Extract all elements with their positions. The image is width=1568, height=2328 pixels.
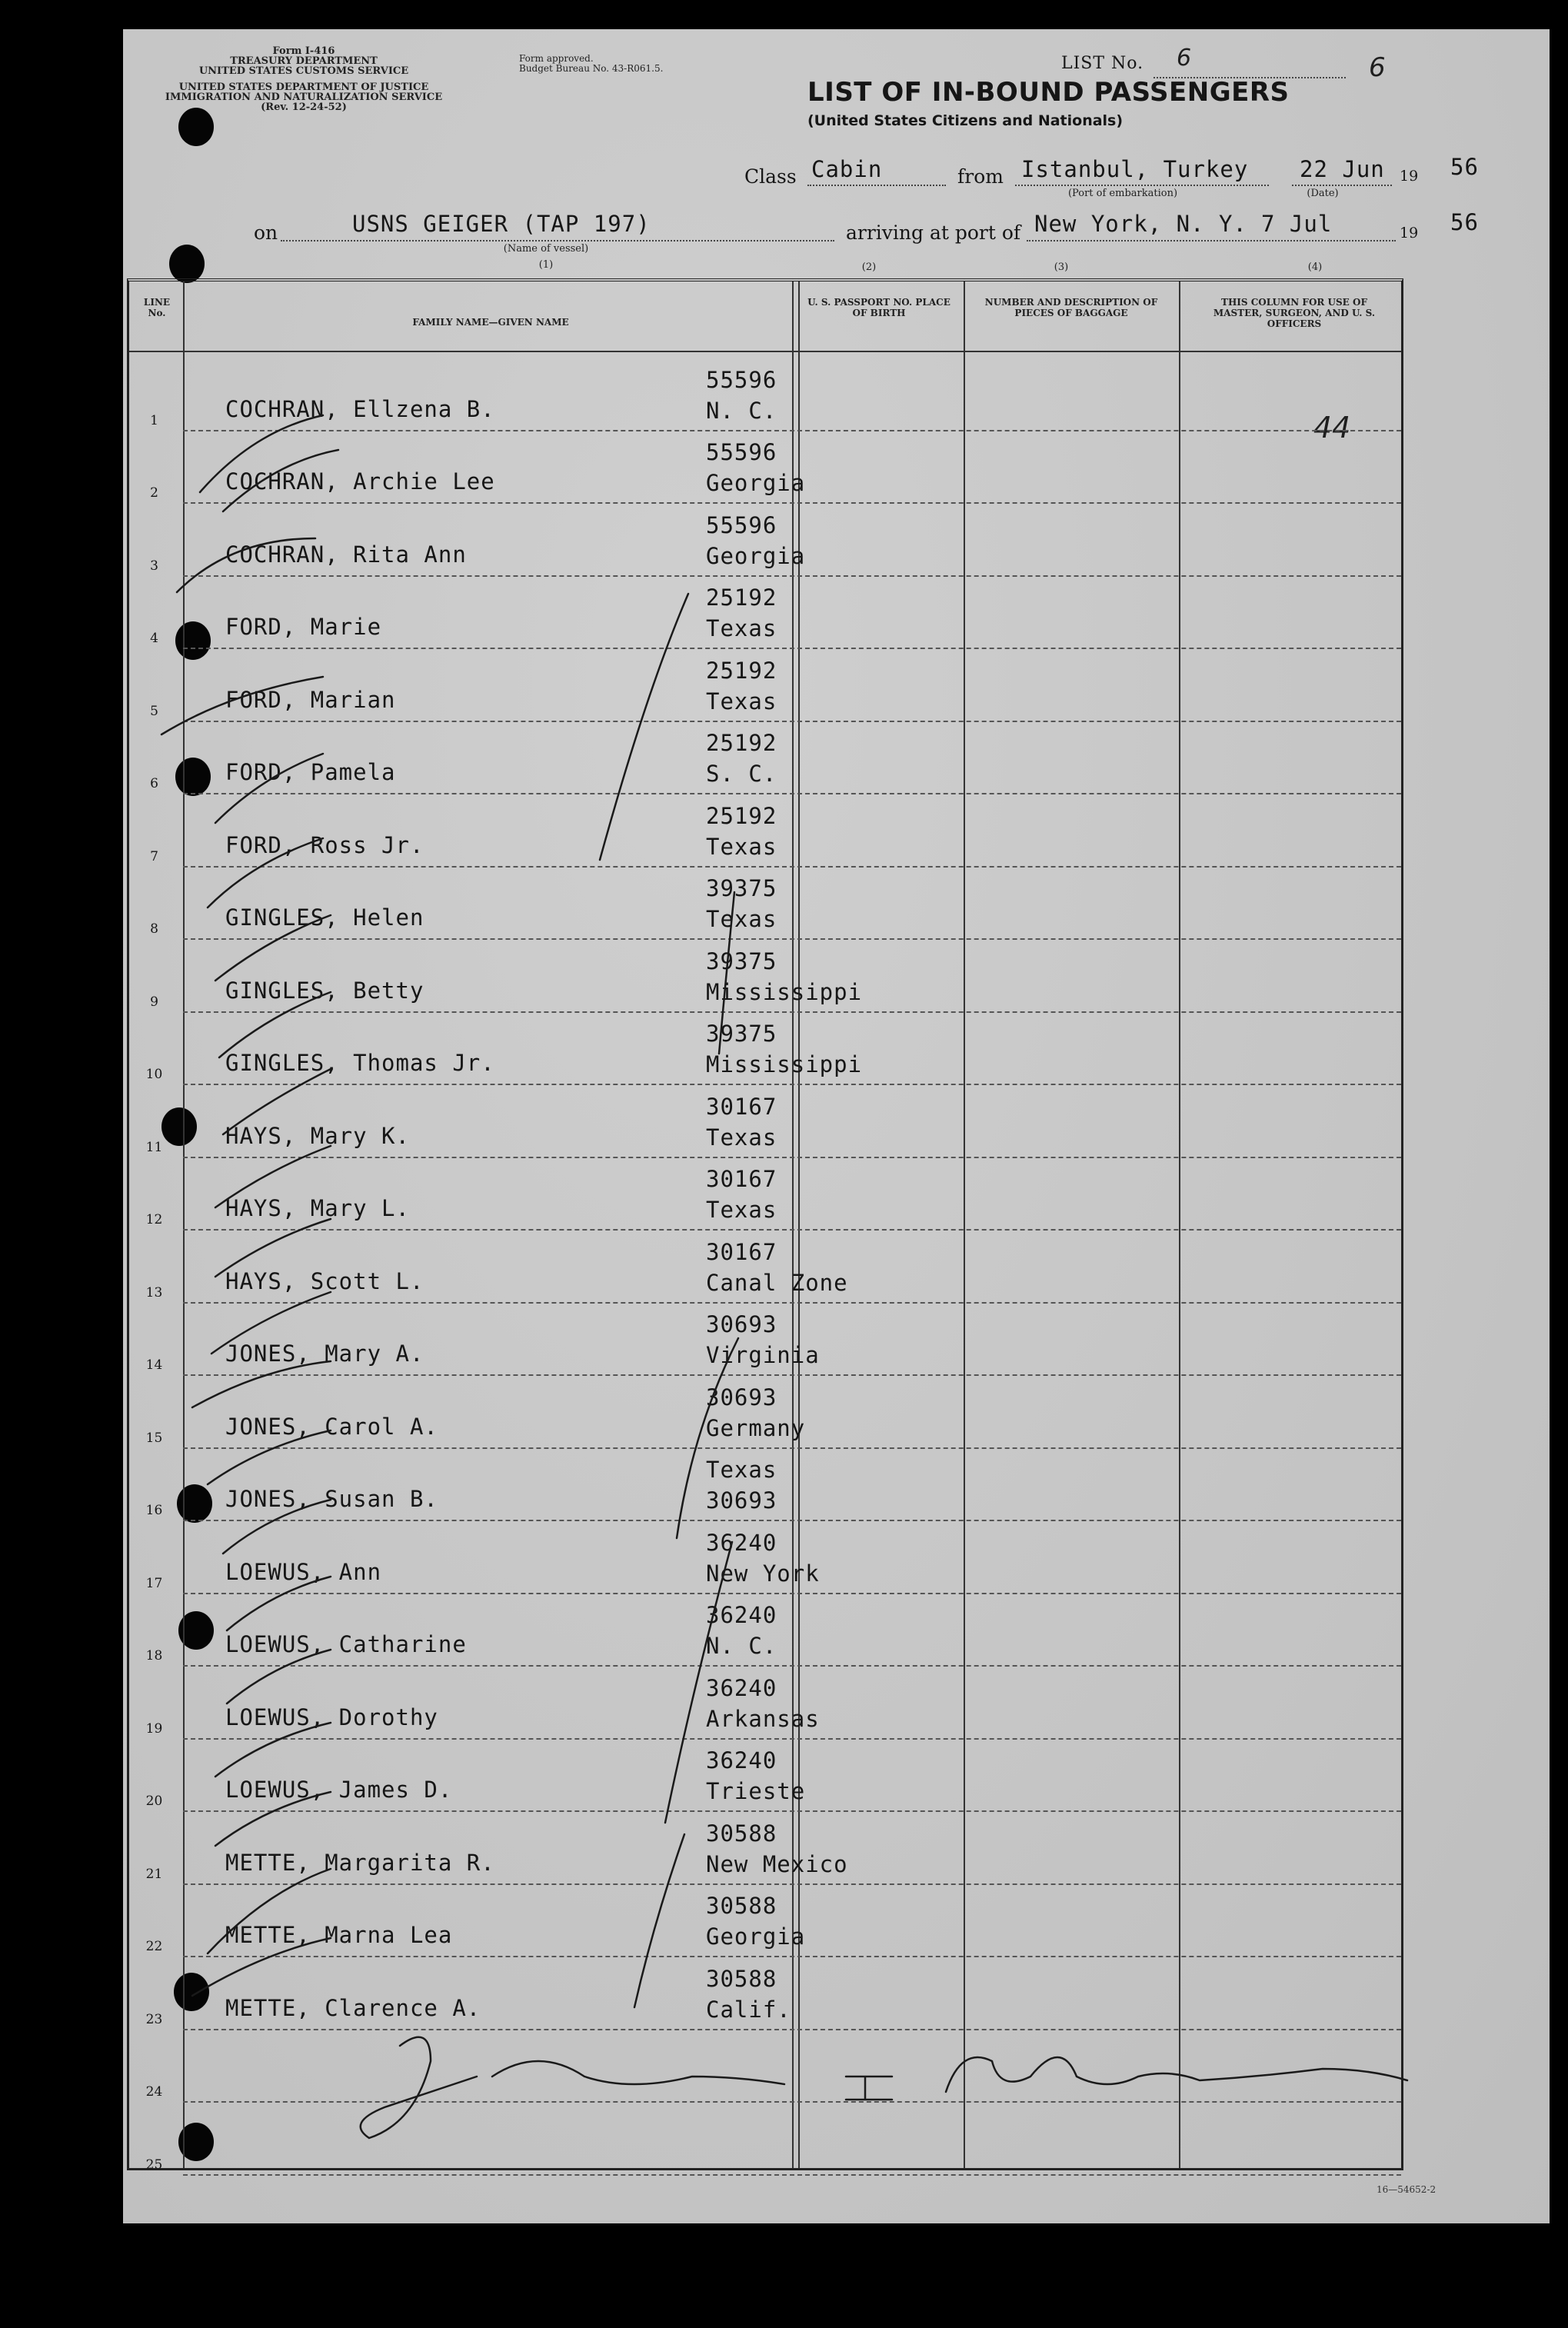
place-of-birth: Georgia [706, 1923, 806, 1950]
place-of-birth: New Mexico [706, 1850, 848, 1877]
table-row [129, 1667, 1401, 1740]
place-of-birth: S. C. [706, 761, 777, 787]
passenger-name: JONES, Carol A. [225, 1413, 438, 1440]
place-of-birth: Texas [706, 1197, 777, 1223]
place-of-birth: Texas [706, 906, 777, 932]
table-row [129, 1304, 1401, 1377]
line-number: 6 [150, 776, 158, 791]
line-number: 5 [150, 703, 158, 719]
line-number: 20 [145, 1793, 163, 1809]
passenger-name: LOEWUS, Ann [225, 1558, 382, 1585]
table-row [129, 2030, 1401, 2103]
line-number: 15 [145, 1430, 163, 1446]
form-code: 16—54652-2 [1377, 2184, 1437, 2195]
line-number: 7 [150, 848, 158, 864]
officer-note: 44 [1313, 411, 1351, 445]
table-row [129, 722, 1401, 795]
place-of-birth: 30693 [706, 1487, 777, 1514]
passport-number: 36240 [706, 1674, 777, 1701]
table-row [129, 1812, 1401, 1885]
passport-number: 55596 [706, 511, 777, 538]
line-number: 2 [150, 485, 158, 501]
place-of-birth: Trieste [706, 1778, 806, 1804]
line-number: 23 [145, 2011, 163, 2027]
arrival-date: 7 Jul [1261, 211, 1333, 237]
document-subtitle: (United States Citizens and Nationals) [807, 112, 1124, 129]
passenger-name: METTE, Clarence A. [225, 1994, 481, 2021]
passenger-name: FORD, Ross Jr. [225, 831, 424, 858]
line-number: 19 [145, 1720, 163, 1737]
passport-number: Texas [706, 1457, 777, 1483]
passenger-name: LOEWUS, James D. [225, 1777, 453, 1803]
passport-number: 25192 [706, 730, 777, 756]
table-row [129, 1594, 1401, 1667]
from-label: from [957, 165, 1004, 188]
line-number: 9 [150, 994, 158, 1010]
place-of-birth: Texas [706, 615, 777, 641]
place-of-birth: Virginia [706, 1342, 820, 1368]
passenger-name: LOEWUS, Catharine [225, 1631, 467, 1657]
table-row [129, 1231, 1401, 1304]
place-of-birth: Texas [706, 833, 777, 860]
passenger-name: LOEWUS, Dorothy [225, 1704, 438, 1730]
line-number: 22 [145, 1939, 163, 1954]
line-number: 10 [145, 1067, 163, 1082]
line-number: 1 [150, 412, 158, 428]
passenger-table [127, 278, 1403, 2173]
line-number: 8 [150, 921, 158, 937]
table-row [129, 1085, 1401, 1158]
passenger-name: COCHRAN, Rita Ann [225, 541, 467, 568]
passport-number: 25192 [706, 802, 777, 829]
passport-number: 30167 [706, 1166, 777, 1192]
passenger-name: METTE, Margarita R. [225, 1849, 495, 1876]
passenger-name: FORD, Marian [225, 686, 396, 713]
form-approval-block: Form approved. Budget Bureau No. 43-R061.5. [519, 53, 664, 74]
table-row [129, 1376, 1401, 1449]
line-number: 14 [145, 1357, 163, 1373]
header-passport: U. S. PASSPORT NO. PLACE OF BIRTH [807, 297, 950, 318]
place-of-birth: New York [706, 1560, 820, 1587]
table-row [129, 940, 1401, 1013]
passenger-name: JONES, Mary A. [225, 1341, 424, 1367]
departure-year-suffix: 56 [1450, 154, 1479, 180]
passport-number: 36240 [706, 1747, 777, 1773]
line-number: 17 [145, 1575, 163, 1591]
passenger-name: GINGLES, Helen [225, 904, 424, 931]
departure-year-prefix: 19 [1400, 168, 1419, 185]
col-num-3: (3) [1054, 261, 1069, 273]
header-line-no: LINE No. [143, 297, 171, 318]
sheet-number: 6 [1369, 52, 1386, 83]
table-row [129, 1885, 1401, 1958]
line-number: 21 [145, 1866, 163, 1882]
arrival-year-suffix: 56 [1450, 209, 1479, 235]
passport-number: 30167 [706, 1238, 777, 1265]
header-baggage: NUMBER AND DESCRIPTION OF PIECES OF BAGGAGE [984, 297, 1158, 318]
passport-number: 36240 [706, 1529, 777, 1556]
passport-number: 30167 [706, 1093, 777, 1120]
punch-hole [178, 108, 214, 146]
passport-number: 39375 [706, 875, 777, 901]
list-no-label: LIST No. [1061, 54, 1144, 73]
passport-number: 36240 [706, 1602, 777, 1628]
passenger-name: METTE, Marna Lea [225, 1922, 453, 1948]
place-of-birth: Georgia [706, 470, 806, 496]
line-number: 25 [145, 2156, 163, 2173]
table-row [129, 868, 1401, 941]
passport-number: 30588 [706, 1965, 777, 1992]
table-row [129, 2103, 1401, 2176]
header-officers: THIS COLUMN FOR USE OF MASTER, SURGEON, AND U. S. OFFICERS [1213, 297, 1376, 329]
table-row [129, 1013, 1401, 1086]
line-number: 18 [145, 1648, 163, 1664]
place-of-birth: Texas [706, 688, 777, 714]
passport-number: 39375 [706, 1021, 777, 1047]
punch-hole [169, 245, 205, 283]
vessel-caption: (Name of vessel) (1) [503, 243, 589, 271]
place-of-birth: N. C. [706, 1633, 777, 1659]
place-of-birth: Germany [706, 1414, 806, 1441]
row-rule [183, 2174, 1401, 2176]
place-of-birth: Canal Zone [706, 1269, 848, 1296]
line-number: 24 [145, 2084, 163, 2100]
place-of-birth: Mississippi [706, 1051, 863, 1077]
table-row [129, 577, 1401, 650]
passenger-name: FORD, Pamela [225, 759, 396, 785]
class-underline [807, 185, 946, 186]
passport-number: 25192 [706, 657, 777, 684]
on-label: on [254, 221, 278, 244]
table-row [129, 1158, 1401, 1231]
line-number: 13 [145, 1284, 163, 1301]
arrival-underline [1027, 240, 1396, 241]
col-num-2: (2) [861, 261, 877, 273]
class-label: Class [744, 165, 797, 188]
form-agency-block: Form I-416 TREASURY DEPARTMENT UNITED STATES CUSTOMS SERVICE UNITED STATES DEPARTMENT OF JUSTICE IMMIGRATION AND NATURALIZATION SERVICE (Rev. 12-24-52) [165, 45, 443, 113]
line-number: 16 [145, 1503, 163, 1518]
list-no-value: 6 [1177, 45, 1192, 72]
document-title: LIST OF IN-BOUND PASSENGERS [807, 77, 1290, 108]
passenger-name: JONES, Susan B. [225, 1486, 438, 1512]
passport-number: 30693 [706, 1311, 777, 1337]
vessel-name: USNS GEIGER (TAP 197) [352, 211, 651, 237]
passenger-name: COCHRAN, Ellzena B. [225, 395, 495, 422]
table-row [129, 1521, 1401, 1594]
passport-number: 55596 [706, 439, 777, 465]
place-of-birth: Georgia [706, 542, 806, 569]
passenger-name: HAYS, Scott L. [225, 1267, 424, 1294]
line-number: 4 [150, 631, 158, 646]
port-caption: (Port of embarkation) [1067, 188, 1178, 199]
line-number: 11 [145, 1139, 163, 1155]
table-row [129, 1740, 1401, 1813]
header-name: FAMILY NAME—GIVEN NAME [412, 317, 569, 328]
line-number: 3 [150, 558, 158, 574]
table-row [129, 431, 1401, 505]
passport-number: 25192 [706, 584, 777, 611]
place-of-birth: N. C. [706, 397, 777, 424]
passenger-name: HAYS, Mary L. [225, 1195, 410, 1221]
table-row [129, 504, 1401, 577]
place-of-birth: Mississippi [706, 978, 863, 1005]
departure-date: 22 Jun [1300, 156, 1385, 182]
date-caption: (Date) [1307, 188, 1339, 199]
table-row [129, 794, 1401, 868]
passport-number: 39375 [706, 948, 777, 974]
table-row [129, 1957, 1401, 2030]
port-underline [1015, 185, 1269, 186]
place-of-birth: Texas [706, 1124, 777, 1151]
table-row [129, 358, 1401, 431]
table-row [129, 649, 1401, 722]
place-of-birth: Calif. [706, 1996, 791, 2023]
passport-number: 30588 [706, 1820, 777, 1847]
passenger-name: HAYS, Mary K. [225, 1122, 410, 1149]
passenger-name: FORD, Marie [225, 614, 382, 640]
passport-number: 30588 [706, 1893, 777, 1919]
arrival-year-prefix: 19 [1400, 225, 1419, 241]
vessel-underline [281, 240, 834, 241]
col-num-4: (4) [1307, 261, 1323, 273]
arrival-port: New York, N. Y. [1034, 211, 1247, 237]
class-value: Cabin [811, 156, 883, 182]
place-of-birth: Arkansas [706, 1705, 820, 1732]
date-underline [1292, 185, 1392, 186]
passenger-name: GINGLES, Betty [225, 977, 424, 1004]
passenger-name: GINGLES, Thomas Jr. [225, 1050, 495, 1076]
passport-number: 55596 [706, 366, 777, 393]
line-number: 12 [145, 1212, 163, 1227]
port-of-embarkation: Istanbul, Turkey [1021, 156, 1249, 182]
header-separator [129, 351, 1401, 352]
table-row [129, 1449, 1401, 1522]
passport-number: 30693 [706, 1384, 777, 1410]
arriving-label: arriving at port of [846, 221, 1021, 244]
passenger-name: COCHRAN, Archie Lee [225, 468, 495, 495]
